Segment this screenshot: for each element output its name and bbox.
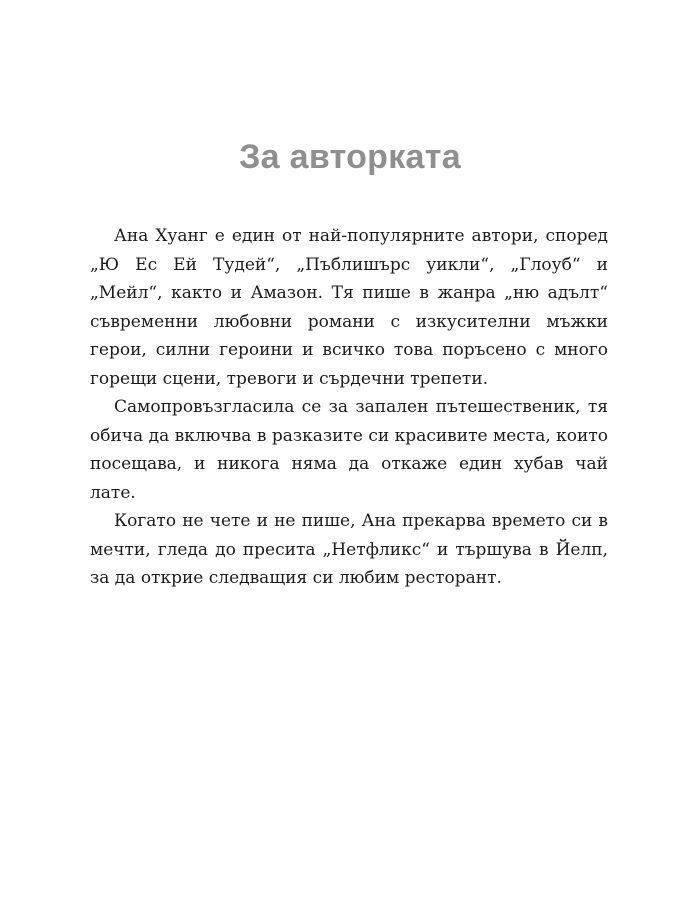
bio-paragraph-1: Ана Хуанг е един от най-популярните автори, според „Ю Ес Ей Тудей“, „Пъблишърс уикли“, „Глоуб“ и „Мейл“, както и Амазон. Тя пише в жанра „ню адълт“ съвременни любовни романи с изкусителни мъжки герои, силни героини и всичко това поръсено с много горещи сцени, тревоги и сърдечни трепети. [90,226,608,389]
bio-paragraph-2: Самопровъзгласила се за запален пътешественик, тя обича да включва в разказите си красивите места, които посещава, и никога няма да откаже един хубав чай лате. [90,397,608,503]
author-bio [90,222,608,593]
bio-paragraph-3: Когато не чете и не пише, Ана прекарва времето си в мечти, гледа до пресита „Нетфликс“ и тършува в Йелп, за да открие следващия си любим ресторант. [90,511,608,588]
page-title: За авторката [239,138,461,176]
